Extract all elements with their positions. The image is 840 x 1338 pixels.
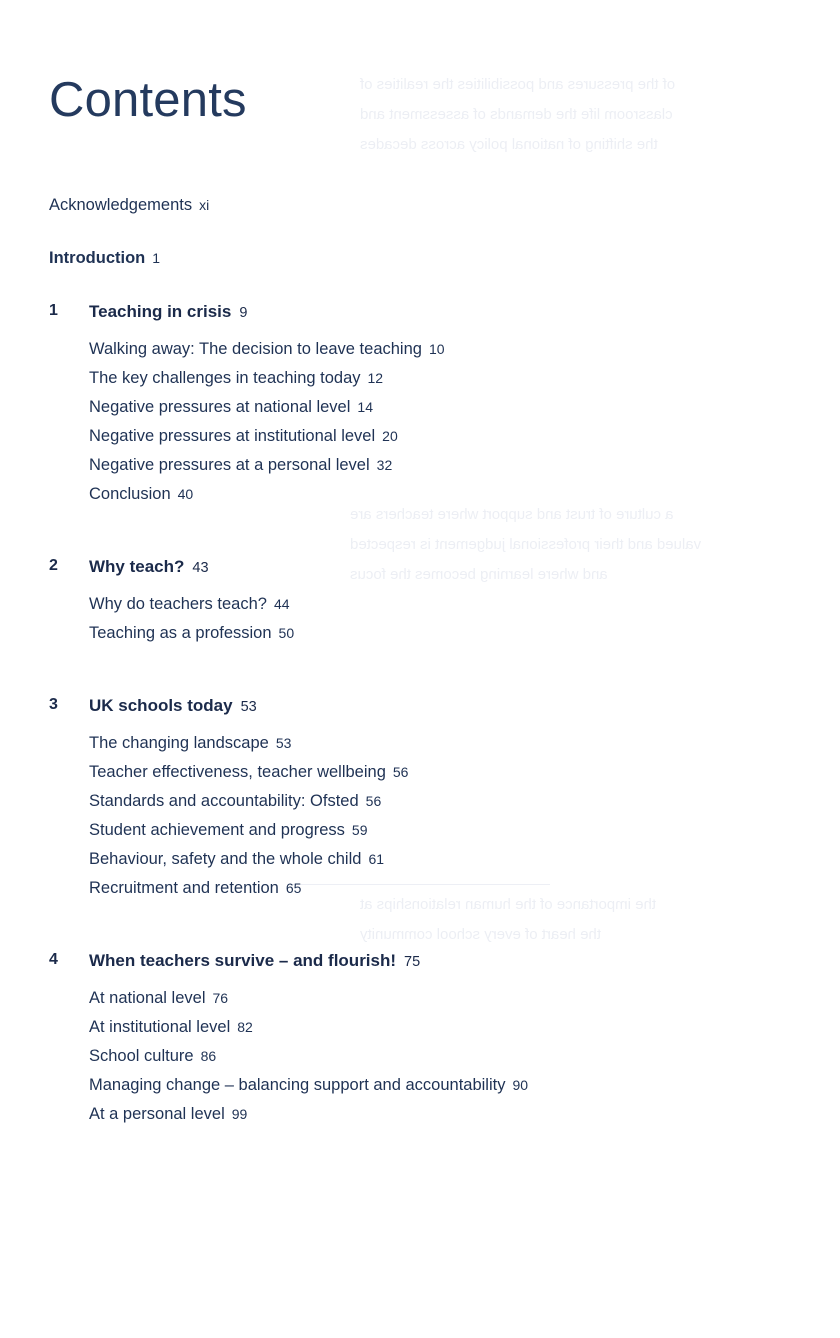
toc-chapter-page: 75 xyxy=(404,954,421,970)
toc-section-item[interactable] xyxy=(89,1100,789,1129)
toc-section-item[interactable] xyxy=(89,480,789,509)
toc-section-page: 76 xyxy=(212,990,229,1006)
toc-chapter-number: 3 xyxy=(49,696,58,713)
toc-chapter-number: 2 xyxy=(49,557,58,574)
toc-section-page: 56 xyxy=(392,764,409,780)
toc-section-page: 86 xyxy=(200,1048,217,1064)
toc-chapter-heading[interactable] xyxy=(49,696,789,716)
toc-section-page: 14 xyxy=(357,399,373,415)
toc-chapter-page: 43 xyxy=(192,560,209,576)
toc-section-label: Negative pressures at a personal level xyxy=(89,456,370,474)
toc-section-page: 53 xyxy=(275,735,292,751)
toc-section-item[interactable] xyxy=(89,1071,789,1100)
toc-chapter-title: UK schools today xyxy=(89,696,233,715)
toc-section-page: 82 xyxy=(237,1019,253,1035)
toc-entry-label: Introduction xyxy=(49,249,146,267)
toc-section-page: 65 xyxy=(285,880,302,896)
toc-entry-page: xi xyxy=(199,197,210,213)
toc-section-item[interactable] xyxy=(89,451,789,480)
toc-section-page: 44 xyxy=(273,596,290,612)
toc-section-item[interactable] xyxy=(89,1042,789,1071)
show-through-block-3: the importance of the human relationships at the heart of every school community xyxy=(360,896,657,943)
toc-section-item[interactable] xyxy=(89,335,789,364)
toc-section-page: 20 xyxy=(382,428,398,444)
toc-section-page: 12 xyxy=(367,370,384,386)
toc-section-item[interactable] xyxy=(89,984,789,1013)
toc-chapter-heading[interactable] xyxy=(49,302,789,322)
page-title: Contents xyxy=(49,73,247,127)
spacer xyxy=(49,903,789,929)
toc-chapter-title: Teaching in crisis xyxy=(89,302,232,321)
toc-section-item[interactable] xyxy=(89,845,789,874)
toc-section-label: Negative pressures at national level xyxy=(89,398,351,416)
toc-section-label: Standards and accountability: Ofsted xyxy=(89,792,359,810)
toc-section-page: 50 xyxy=(278,625,295,641)
toc-section-item[interactable] xyxy=(89,364,789,393)
toc-section-label: Recruitment and retention xyxy=(89,879,279,897)
toc-section-label: Behaviour, safety and the whole child xyxy=(89,850,362,868)
toc-chapter-page: 53 xyxy=(240,699,257,715)
toc-entry-label: Acknowledgements xyxy=(49,196,193,214)
toc-section-label: At national level xyxy=(89,989,206,1007)
toc-front-entry-introduction[interactable] xyxy=(49,249,789,268)
toc-section-label: The changing landscape xyxy=(89,734,269,752)
toc-section-page: 10 xyxy=(428,341,445,357)
toc-section-page: 61 xyxy=(368,851,385,867)
toc-section-item[interactable] xyxy=(89,758,789,787)
toc-section-page: 32 xyxy=(376,457,393,473)
toc-section-page: 59 xyxy=(351,822,368,838)
toc-section-label: Walking away: The decision to leave teaching xyxy=(89,340,422,358)
toc-section-page: 90 xyxy=(512,1077,529,1093)
toc-chapter-title: Why teach? xyxy=(89,557,185,576)
toc-front-entry-acknowledgements[interactable] xyxy=(49,196,789,215)
table-of-contents xyxy=(49,196,789,1129)
toc-section-page: 99 xyxy=(231,1106,248,1122)
toc-section-item[interactable] xyxy=(89,1013,789,1042)
toc-chapter-4 xyxy=(49,951,789,1129)
toc-section-label: School culture xyxy=(89,1047,194,1065)
toc-chapter-heading[interactable] xyxy=(49,557,789,577)
spacer xyxy=(49,509,789,535)
toc-section-label: Teaching as a profession xyxy=(89,624,272,642)
toc-section-item[interactable] xyxy=(89,393,789,422)
show-through-block-2: a culture of trust and support where teachers are valued and their professional judgement is respected and where learning becomes the focus xyxy=(350,506,702,583)
toc-section-item[interactable] xyxy=(89,422,789,451)
toc-entry-page: 1 xyxy=(152,250,161,266)
toc-section-label: At a personal level xyxy=(89,1105,225,1123)
toc-section-list xyxy=(49,335,789,509)
toc-section-page: 40 xyxy=(177,486,194,502)
toc-chapter-number: 1 xyxy=(49,302,58,319)
toc-chapter-heading[interactable] xyxy=(49,951,789,971)
spacer xyxy=(49,648,789,674)
toc-chapter-1 xyxy=(49,302,789,509)
toc-section-list xyxy=(49,729,789,903)
toc-section-label: Managing change – balancing support and accountability xyxy=(89,1076,506,1094)
toc-section-item[interactable] xyxy=(89,874,789,903)
toc-section-label: The key challenges in teaching today xyxy=(89,369,361,387)
show-through-block-1: of the pressures and possibilities the realities of classroom life the demands of assessment and the shifting of national policy across decades xyxy=(360,76,676,153)
toc-section-list xyxy=(49,590,789,648)
toc-chapter-2 xyxy=(49,557,789,648)
toc-chapter-page: 9 xyxy=(239,305,248,321)
toc-section-label: Conclusion xyxy=(89,485,171,503)
toc-section-item[interactable] xyxy=(89,787,789,816)
toc-chapter-title: When teachers survive – and flourish! xyxy=(89,951,397,970)
toc-section-item[interactable] xyxy=(89,729,789,758)
toc-section-label: At institutional level xyxy=(89,1018,231,1036)
toc-section-page: 56 xyxy=(365,793,382,809)
toc-section-label: Student achievement and progress xyxy=(89,821,345,839)
toc-chapter-3 xyxy=(49,696,789,903)
toc-section-label: Negative pressures at institutional level xyxy=(89,427,376,445)
toc-section-label: Teacher effectiveness, teacher wellbeing xyxy=(89,763,386,781)
toc-section-label: Why do teachers teach? xyxy=(89,595,267,613)
toc-section-item[interactable] xyxy=(89,816,789,845)
toc-section-item[interactable] xyxy=(89,619,789,648)
toc-section-list xyxy=(49,984,789,1129)
toc-chapter-number: 4 xyxy=(49,951,58,968)
toc-section-item[interactable] xyxy=(89,590,789,619)
